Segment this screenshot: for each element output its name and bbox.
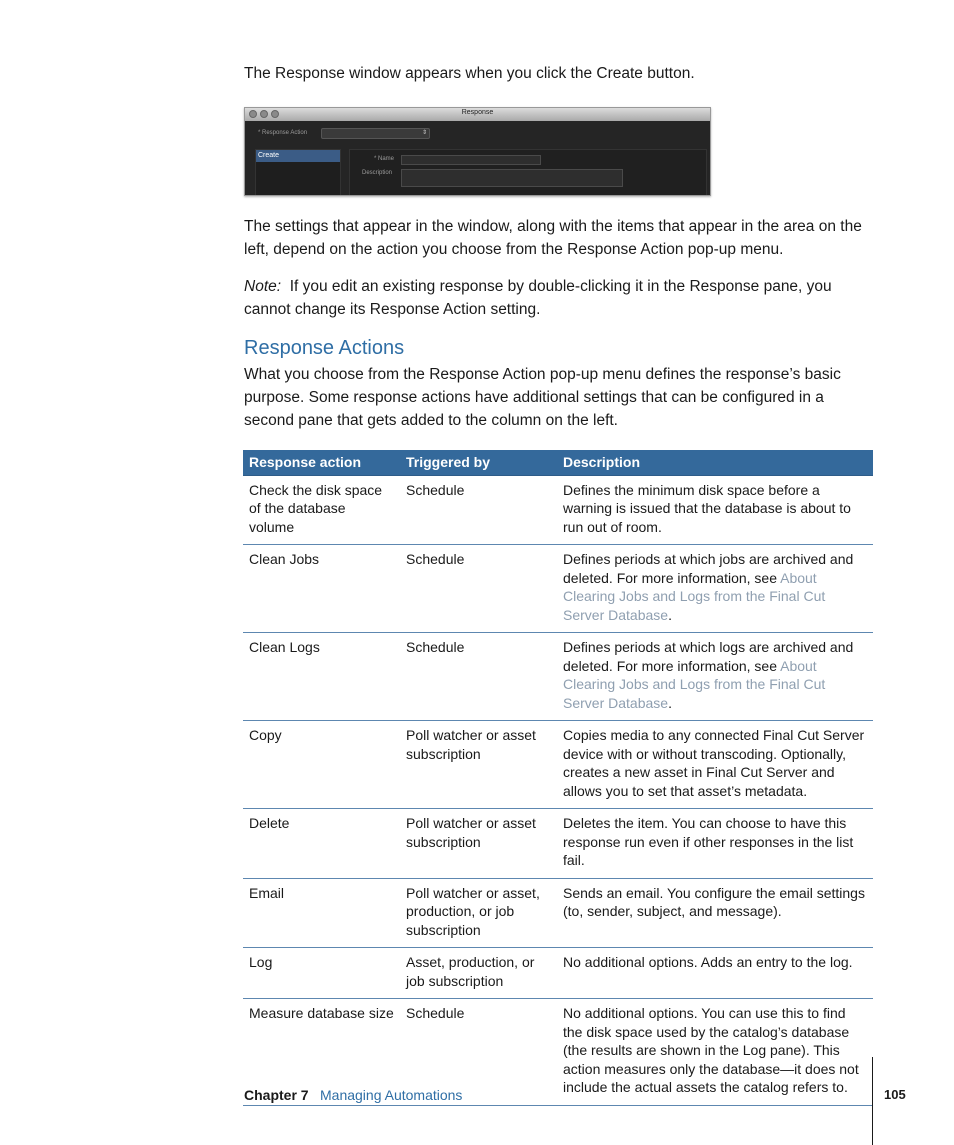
table-row — [243, 475, 873, 545]
footer-divider — [872, 1057, 873, 1145]
table-header-row — [243, 450, 873, 475]
table-row — [243, 948, 873, 999]
description-cell — [557, 475, 873, 545]
table-row — [243, 633, 873, 721]
description-tail: . — [668, 606, 672, 623]
trigger-cell: Poll watcher or asset subscription — [400, 809, 557, 879]
description-cell — [557, 999, 873, 1106]
response-actions-table — [243, 450, 873, 1106]
table-row — [243, 545, 873, 633]
note-lead: Note: — [244, 278, 282, 295]
create-list-item: Create — [256, 150, 340, 162]
action-cell: Check the disk space of the database volume — [243, 475, 400, 545]
window-titlebar — [245, 108, 710, 121]
name-label: * Name — [374, 156, 395, 162]
section-heading: Response Actions — [244, 337, 405, 359]
intro-paragraph: The Response window appears when you click the Create button. — [244, 65, 695, 82]
description-cell — [557, 809, 873, 879]
description-text: No additional options. Adds an entry to the log. — [563, 954, 853, 970]
response-window-screenshot — [244, 107, 711, 196]
description-cell — [557, 545, 873, 633]
header-description: Description — [557, 450, 873, 475]
description-text: Defines periods at which logs are archived and deleted. For more information, see — [563, 639, 854, 674]
action-cell: Clean Jobs — [243, 545, 400, 633]
trigger-cell: Schedule — [400, 475, 557, 545]
trigger-cell: Poll watcher or asset subscription — [400, 721, 557, 809]
header-triggered-by: Triggered by — [400, 450, 557, 475]
window-title: Response — [461, 109, 494, 116]
window-body — [245, 121, 710, 195]
action-cell: Measure database size — [243, 999, 400, 1106]
description-text: Defines periods at which jobs are archived and deleted. For more information, see — [563, 551, 854, 586]
table-row — [243, 809, 873, 879]
trigger-cell: Asset, production, or job subscription — [400, 948, 557, 999]
description-text: Defines the minimum disk space before a warning is issued that the database is about to run out of room. — [563, 481, 851, 535]
action-cell: Copy — [243, 721, 400, 809]
description-tail: . — [668, 694, 672, 711]
action-cell: Log — [243, 948, 400, 999]
action-cell: Clean Logs — [243, 633, 400, 721]
table-row — [243, 721, 873, 809]
name-field — [401, 155, 541, 165]
section-paragraph: What you choose from the Response Action pop-up menu defines the response’s basic purpose. Some response actions have additional settings that can be configured in a second pane that gets added to the column on the left. — [244, 366, 841, 429]
footer-chapter-title[interactable]: Managing Automations — [320, 1087, 463, 1103]
description-cell — [557, 948, 873, 999]
description-text: Deletes the item. You can choose to have this response run even if other responses in the list fail. — [563, 815, 854, 868]
page-number: 105 — [884, 1087, 906, 1102]
popup-arrows-icon: ⇕ — [421, 130, 427, 136]
description-cell — [557, 633, 873, 721]
trigger-cell: Schedule — [400, 633, 557, 721]
trigger-cell: Schedule — [400, 999, 557, 1106]
description-cell — [557, 721, 873, 809]
description-text: No additional options. You can use this to find the disk space used by the catalog’s database (the results are shown in the Log pane). This action measures only the database—it does not include the actual assets the catalog refers to. — [563, 1005, 859, 1095]
description-field — [401, 169, 623, 187]
action-cell: Delete — [243, 809, 400, 879]
trigger-cell: Poll watcher or asset, production, or job subscription — [400, 878, 557, 948]
cross-reference-link[interactable]: About Clearing Jobs and Logs from the Final Cut Server Database — [563, 569, 826, 623]
description-label: Description — [362, 170, 393, 176]
header-response-action: Response action — [243, 450, 400, 475]
description-text: Copies media to any connected Final Cut Server device with or without transcoding. Optionally, creates a new asset in Final Cut Server and allows you to set that asset’s metadata. — [563, 727, 865, 799]
response-action-label: * Response Action — [258, 130, 308, 136]
footer-chapter: Chapter 7 — [244, 1087, 309, 1103]
response-action-popup — [321, 128, 430, 139]
description-text: Sends an email. You configure the email settings (to, sender, subject, and message). — [563, 884, 865, 919]
settings-pane — [349, 149, 707, 196]
note-text: If you edit an existing response by double-clicking it in the Response pane, you cannot change its Response Action setting. — [244, 278, 832, 318]
settings-paragraph: The settings that appear in the window, along with the items that appear in the area on the left, depend on the action you choose from the Response Action pop-up menu. — [244, 218, 862, 258]
table-row — [243, 878, 873, 948]
note-paragraph — [244, 275, 874, 321]
action-list-pane — [255, 149, 341, 196]
action-cell: Email — [243, 878, 400, 948]
description-cell — [557, 878, 873, 948]
trigger-cell: Schedule — [400, 545, 557, 633]
cross-reference-link[interactable]: About Clearing Jobs and Logs from the Final Cut Server Database — [563, 657, 826, 711]
